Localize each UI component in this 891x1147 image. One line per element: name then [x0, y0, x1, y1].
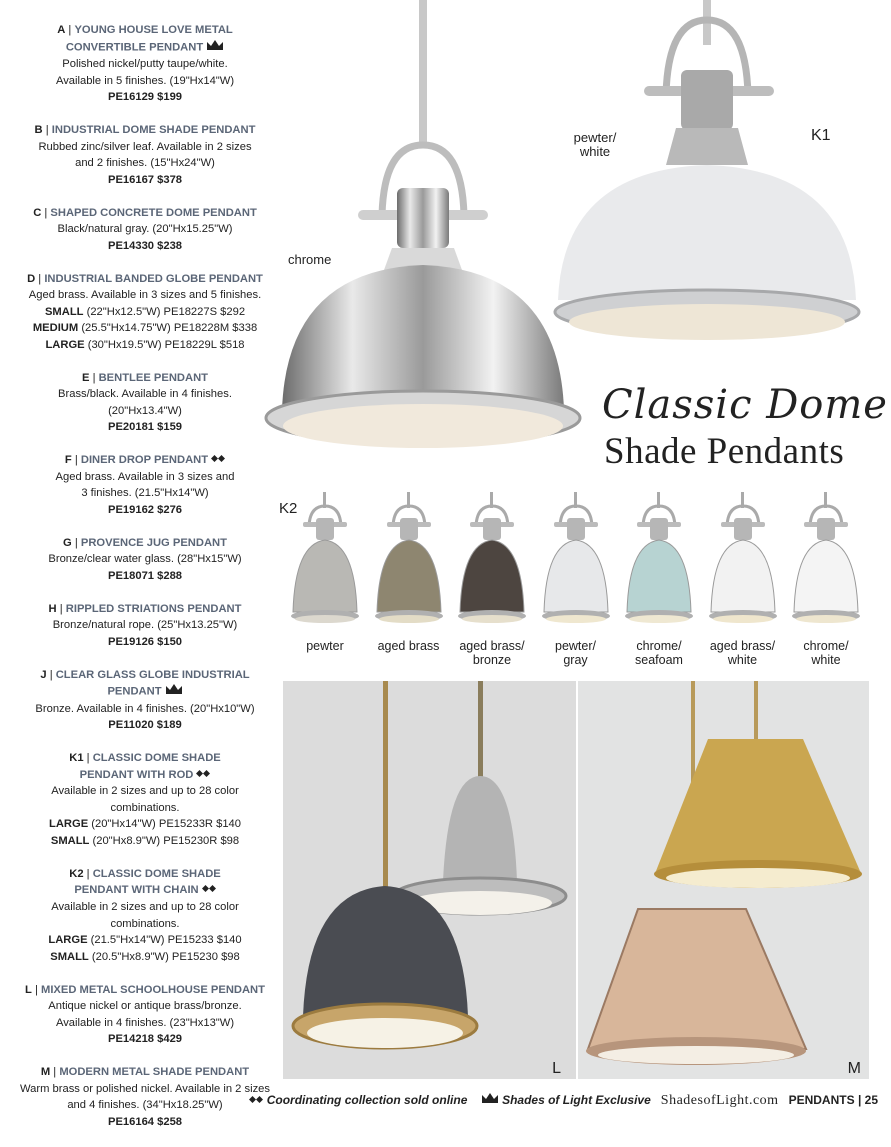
- product-sku-price: PE19162 $276: [107, 503, 183, 516]
- product-description: Rubbed zinc/silver leaf. Available in 2 sizes: [38, 140, 252, 153]
- product-size-line: [20, 304, 270, 321]
- diamond-icon: [196, 767, 210, 784]
- product-letter: H: [48, 602, 57, 615]
- product-heading-line2: [20, 39, 270, 57]
- product-heading: F | DINER DROP PENDANT: [20, 452, 270, 469]
- product-entry: [20, 982, 270, 1048]
- product-sku-price: PE18071 $288: [107, 569, 183, 582]
- product-name: PROVENCE JUG PENDANT: [80, 536, 227, 549]
- product-entry: [20, 205, 270, 255]
- product-description: and 2 finishes. (15"Hx24"W): [75, 157, 215, 169]
- product-heading: K1 | CLASSIC DOME SHADE: [69, 752, 221, 765]
- product-description: Bronze. Available in 4 finishes. (20"Hx10"W): [35, 702, 255, 715]
- pewter-white-pendant-photo: [548, 0, 868, 350]
- finish-swatch-label-line: white: [811, 653, 841, 667]
- product-letter: L: [25, 983, 32, 996]
- product-description: Available in 2 sizes and up to 28 color combinations.: [51, 785, 239, 814]
- product-description: Aged brass. Available in 3 sizes and 5 finishes.: [28, 289, 262, 301]
- finish-swatch-pendant: [790, 492, 862, 632]
- finish-swatch-label-line: chrome/: [803, 639, 849, 653]
- product-description: Aged brass. Available in 3 sizes and: [55, 470, 235, 483]
- product-name: RIPPLED STRIATIONS PENDANT: [65, 602, 242, 615]
- product-entry: [20, 750, 270, 849]
- product-letter: J: [40, 668, 47, 681]
- product-sku-price: PE20181 $159: [107, 421, 183, 433]
- size-details: (20.5"Hx8.9"W) PE15230 $98: [91, 950, 240, 963]
- size-name: LARGE: [48, 934, 88, 947]
- footer-separator: |: [857, 1093, 862, 1107]
- product-name: CLEAR GLASS GLOBE INDUSTRIAL: [55, 668, 250, 681]
- product-letter: M: [40, 1066, 51, 1079]
- finish-swatch-pendant: [456, 492, 528, 632]
- finish-swatch-label-line: bronze: [472, 653, 512, 667]
- product-size-line: [20, 932, 270, 949]
- product-name: DINER DROP PENDANT: [80, 454, 209, 467]
- finish-swatch-pendant: [540, 492, 612, 632]
- product-name: BENTLEE PENDANT: [98, 371, 208, 384]
- product-size-line: [20, 816, 270, 833]
- crown-icon: [481, 1093, 502, 1107]
- product-heading: K2 | CLASSIC DOME SHADE: [69, 867, 221, 880]
- product-sku-price: PE14218 $429: [107, 1033, 183, 1046]
- product-heading: M | MODERN METAL SHADE PENDANT: [40, 1066, 250, 1079]
- footer-online: Coordinating collection sold online: [266, 1093, 468, 1107]
- product-description: Polished nickel/putty taupe/white.: [62, 58, 228, 70]
- size-details: (22"Hx12.5"W) PE18227S $292: [86, 305, 246, 318]
- product-sku-price: PE19126 $150: [107, 635, 183, 648]
- chrome-label: chrome: [288, 252, 332, 267]
- diamond-icon: [249, 1093, 266, 1107]
- product-heading: E | BENTLEE PENDANT: [82, 371, 208, 384]
- product-name-line2: CONVERTIBLE PENDANT: [65, 41, 204, 54]
- size-details: (21.5"Hx14"W) PE15233 $140: [90, 934, 242, 947]
- product-description: Bronze/natural rope. (25"Hx13.25"W): [52, 619, 238, 632]
- product-name-line2: PENDANT WITH CHAIN: [74, 884, 199, 897]
- size-name: LARGE: [49, 818, 89, 831]
- product-heading-line2: [20, 683, 270, 701]
- product-heading: L | MIXED METAL SCHOOLHOUSE PENDANT: [25, 983, 265, 996]
- size-details: (20"Hx14"W) PE15233R $140: [91, 818, 241, 831]
- product-letter: K1: [69, 752, 84, 765]
- product-description: Warm brass or polished nickel. Available in 2 sizes: [20, 1082, 270, 1095]
- finish-swatch-pendant: [373, 492, 445, 632]
- m-label: M: [847, 1060, 861, 1077]
- product-heading: A | YOUNG HOUSE LOVE METAL: [57, 24, 233, 36]
- size-name: SMALL: [50, 834, 90, 847]
- product-entry: [20, 452, 270, 518]
- product-letter: F: [64, 454, 72, 467]
- finish-swatch-label-line: pewter/: [555, 639, 596, 653]
- finish-swatch-label-line: pewter: [306, 639, 344, 653]
- product-description: Available in 5 finishes. (19"Hx14"W): [55, 74, 235, 87]
- finish-swatch-label-line: aged brass: [377, 639, 440, 653]
- size-name: MEDIUM: [32, 322, 79, 334]
- product-name: YOUNG HOUSE LOVE METAL: [74, 24, 233, 36]
- product-sku-price: PE11020 $189: [108, 719, 182, 732]
- product-name: MIXED METAL SCHOOLHOUSE PENDANT: [41, 983, 265, 996]
- finish-swatch-label-line: aged brass/: [709, 639, 776, 653]
- product-heading: D | INDUSTRIAL BANDED GLOBE PENDANT: [27, 272, 263, 285]
- size-details: (30"Hx19.5"W) PE18229L $518: [87, 338, 245, 351]
- product-size-line: [20, 833, 270, 850]
- size-details: (20"Hx8.9"W) PE15230R $98: [92, 834, 240, 847]
- product-name: MODERN METAL SHADE PENDANT: [59, 1066, 250, 1079]
- product-size-line: [20, 320, 270, 337]
- product-size-line: [20, 337, 270, 354]
- product-description: Available in 2 sizes and up to 28 color combinations.: [51, 901, 239, 930]
- product-entry: [20, 866, 270, 965]
- product-sku-price: PE16164 $258: [107, 1115, 183, 1128]
- product-entry: [20, 601, 270, 651]
- product-entry: [20, 667, 270, 734]
- product-description: Antique nickel or antique brass/bronze.: [48, 1000, 242, 1013]
- finish-swatch-label-line: white: [727, 653, 758, 667]
- finish-swatch-pendant: [707, 492, 779, 632]
- size-name: LARGE: [45, 338, 85, 351]
- footer-page: 25: [864, 1093, 878, 1107]
- title-script: Classic Dome: [602, 382, 888, 428]
- product-heading: H | RIPPLED STRIATIONS PENDANT: [48, 602, 242, 615]
- chrome-pendant-photo: [262, 0, 592, 485]
- product-sku-price: PE14330 $238: [107, 239, 183, 252]
- photo-l: [283, 681, 576, 1079]
- footer-brand[interactable]: ShadesofLight.com: [660, 1093, 779, 1108]
- product-heading: B | INDUSTRIAL DOME SHADE PENDANT: [34, 124, 256, 136]
- product-heading: J | CLEAR GLASS GLOBE INDUSTRIAL: [40, 668, 250, 681]
- pewter-white-label: [570, 131, 620, 159]
- product-name: CLASSIC DOME SHADE: [92, 752, 221, 765]
- product-description: 3 finishes. (21.5"Hx14"W): [81, 487, 209, 500]
- finish-swatch-label-line: chrome/: [636, 639, 682, 653]
- product-name-line2: PENDANT: [107, 685, 162, 698]
- product-letter: D: [27, 272, 36, 285]
- product-description: Bronze/clear water glass. (28"Hx15"W): [48, 553, 242, 566]
- diamond-icon: [211, 452, 225, 469]
- product-name: INDUSTRIAL BANDED GLOBE PENDANT: [44, 272, 263, 285]
- product-sku-price: PE16129 $199: [107, 91, 183, 103]
- finish-swatch-pendant: [289, 492, 361, 632]
- product-letter: A: [57, 24, 66, 36]
- product-name: CLASSIC DOME SHADE: [92, 867, 221, 880]
- product-size-line: [20, 949, 270, 966]
- crown-icon: [165, 683, 183, 701]
- product-heading: C | SHAPED CONCRETE DOME PENDANT: [33, 206, 257, 219]
- product-description: Black/natural gray. (20"Hx15.25"W): [57, 223, 233, 235]
- pewter-white-label-line2: white: [579, 144, 611, 159]
- product-letter: C: [33, 206, 42, 219]
- product-name: SHAPED CONCRETE DOME PENDANT: [50, 206, 257, 219]
- product-entry: [20, 370, 270, 436]
- size-name: SMALL: [44, 305, 84, 318]
- product-description: Brass/black. Available in 4 finishes. (20"Hx13.4"W): [58, 388, 232, 417]
- size-details: (25.5"Hx14.75"W) PE18228M $338: [81, 322, 258, 334]
- product-sku-price: PE16167 $378: [107, 173, 183, 186]
- finish-swatch-label-line: aged brass/: [459, 639, 525, 653]
- product-description: Available in 4 finishes. (23"Hx13"W): [55, 1016, 235, 1029]
- footer-section: PENDANTS: [788, 1093, 855, 1107]
- product-name-line2: PENDANT WITH ROD: [79, 768, 194, 781]
- product-entry: [20, 22, 270, 106]
- k2-label: K2: [279, 500, 298, 517]
- product-letter: E: [82, 371, 90, 384]
- product-heading-line2: [20, 882, 270, 899]
- product-entry: [20, 535, 270, 585]
- k1-label: K1: [811, 127, 831, 144]
- product-letter: G: [63, 536, 72, 549]
- product-name: INDUSTRIAL DOME SHADE PENDANT: [51, 124, 256, 136]
- photo-m: [578, 681, 869, 1079]
- footer-exclusive: Shades of Light Exclusive: [502, 1093, 651, 1107]
- size-name: SMALL: [50, 950, 89, 963]
- finish-swatch-label-line: gray: [563, 653, 588, 667]
- crown-icon: [206, 39, 224, 57]
- product-entry: [20, 122, 270, 188]
- product-description: and 4 finishes. (34"Hx18.25"W): [67, 1099, 223, 1112]
- product-heading: G | PROVENCE JUG PENDANT: [63, 536, 227, 549]
- page-footer: [0, 1092, 878, 1109]
- product-list: [20, 22, 270, 1147]
- diamond-icon: [202, 882, 216, 899]
- product-entry: [20, 271, 270, 354]
- title-serif: Shade Pendants: [604, 431, 845, 472]
- product-heading-line2: [20, 767, 270, 784]
- l-label: L: [552, 1060, 561, 1077]
- product-letter: K2: [69, 867, 84, 880]
- pewter-white-label-line1: pewter/: [573, 130, 617, 145]
- finish-swatch-label: [776, 639, 876, 667]
- finish-swatch-pendant: [623, 492, 695, 632]
- finish-swatch-label-line: seafoam: [635, 653, 683, 667]
- product-letter: B: [34, 124, 43, 136]
